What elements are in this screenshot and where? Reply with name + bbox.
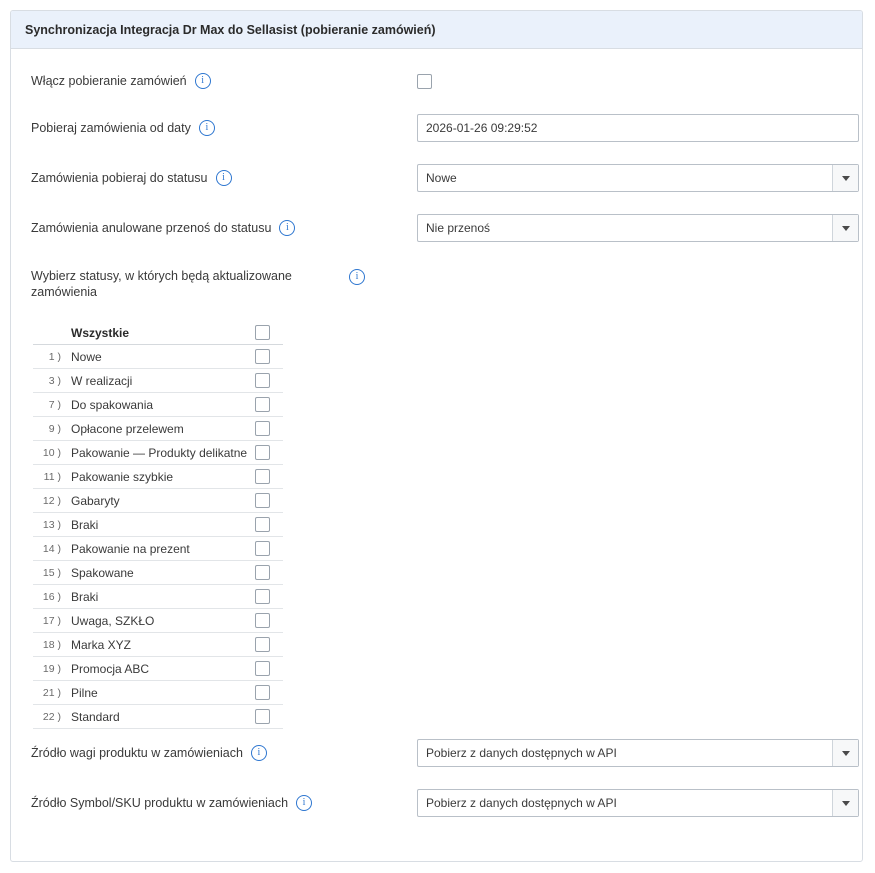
- status-checkbox[interactable]: [255, 445, 270, 460]
- field-weight-source: [417, 739, 862, 767]
- status-row[interactable]: [33, 681, 283, 705]
- status-index: 13 ): [42, 518, 61, 531]
- status-checkbox-cell: [255, 445, 283, 460]
- status-index: 11 ): [43, 470, 61, 483]
- enable-download-checkbox[interactable]: [417, 74, 432, 89]
- status-name: Braki: [71, 589, 99, 604]
- statuses-table: [33, 321, 283, 729]
- download-from-date-input[interactable]: [417, 114, 859, 142]
- status-checkbox[interactable]: [255, 637, 270, 652]
- panel-body: [11, 67, 862, 817]
- label-enable-download-text: Włącz pobieranie zamówień: [31, 74, 187, 88]
- status-index: 16 ): [42, 590, 61, 603]
- status-checkbox[interactable]: [255, 469, 270, 484]
- statuses-table-container: [11, 321, 862, 733]
- status-checkbox[interactable]: [255, 709, 270, 724]
- label-cancelled-to-status: [31, 214, 417, 242]
- status-checkbox-cell: [255, 589, 283, 604]
- status-row[interactable]: [33, 417, 283, 441]
- status-all-checkbox[interactable]: [255, 325, 270, 340]
- label-statuses-picker: [31, 268, 417, 300]
- info-icon[interactable]: i: [199, 120, 215, 136]
- status-checkbox-cell: [255, 565, 283, 580]
- status-checkbox[interactable]: [255, 589, 270, 604]
- status-name: Pakowanie — Produkty delikatne: [71, 445, 248, 460]
- label-statuses-picker-text: Wybierz statusy, w których będą aktualizowane zamówienia: [31, 269, 292, 299]
- chevron-down-icon[interactable]: [832, 790, 858, 816]
- chevron-down-icon[interactable]: [832, 215, 858, 241]
- status-index: 19 ): [42, 662, 61, 675]
- download-to-status-select[interactable]: [417, 164, 859, 192]
- status-checkbox[interactable]: [255, 541, 270, 556]
- row-cancelled-to-status: [11, 214, 862, 242]
- status-index: 15 ): [42, 566, 61, 579]
- status-row[interactable]: [33, 393, 283, 417]
- info-icon[interactable]: i: [251, 745, 267, 761]
- status-index: 3 ): [48, 374, 61, 387]
- status-row[interactable]: [33, 657, 283, 681]
- status-checkbox[interactable]: [255, 493, 270, 508]
- weight-source-value: Pobierz z danych dostępnych w API: [426, 746, 617, 760]
- status-checkbox-cell: [255, 661, 283, 676]
- status-name: Marka XYZ: [71, 637, 132, 652]
- status-row[interactable]: [33, 345, 283, 369]
- field-sku-source: [417, 789, 862, 817]
- status-row[interactable]: [33, 489, 283, 513]
- status-row[interactable]: [33, 369, 283, 393]
- label-weight-source: [31, 739, 417, 767]
- info-icon[interactable]: i: [296, 795, 312, 811]
- status-name: W realizacji: [71, 373, 133, 388]
- row-statuses-picker-label: [11, 268, 862, 300]
- status-checkbox[interactable]: [255, 397, 270, 412]
- chevron-down-icon[interactable]: [832, 740, 858, 766]
- info-icon[interactable]: i: [279, 220, 295, 236]
- status-checkbox-cell: [255, 349, 283, 364]
- row-download-from-date: [11, 114, 862, 142]
- status-checkbox[interactable]: [255, 421, 270, 436]
- label-sku-source-text: Źródło Symbol/SKU produktu w zamówieniach: [31, 796, 289, 810]
- label-enable-download: [31, 67, 417, 95]
- status-index: 17 ): [42, 614, 61, 627]
- status-index: 10 ): [42, 446, 61, 459]
- status-name: Nowe: [71, 349, 102, 364]
- status-row[interactable]: [33, 561, 283, 585]
- download-to-status-value: Nowe: [426, 171, 457, 185]
- status-checkbox-cell: [255, 493, 283, 508]
- status-name: Uwaga, SZKŁO: [71, 613, 155, 628]
- status-row[interactable]: [33, 465, 283, 489]
- label-download-from-date: [31, 114, 417, 142]
- status-checkbox-cell: [255, 613, 283, 628]
- status-checkbox[interactable]: [255, 685, 270, 700]
- status-checkbox-cell: [255, 541, 283, 556]
- chevron-down-icon[interactable]: [832, 165, 858, 191]
- status-index: 14 ): [42, 542, 61, 555]
- status-index: 22 ): [42, 710, 61, 723]
- status-checkbox[interactable]: [255, 613, 270, 628]
- info-icon[interactable]: i: [195, 73, 211, 89]
- row-weight-source: [11, 739, 862, 767]
- status-name: Pakowanie szybkie: [71, 469, 174, 484]
- status-name: Wszystkie: [71, 325, 130, 340]
- status-name: Spakowane: [71, 565, 134, 580]
- status-name: Gabaryty: [71, 493, 120, 508]
- panel-header: [11, 11, 862, 49]
- status-index: 12 ): [42, 494, 61, 507]
- row-download-to-status: [11, 164, 862, 192]
- status-checkbox[interactable]: [255, 565, 270, 580]
- field-download-from-date: [417, 114, 862, 142]
- status-checkbox-cell: [255, 325, 283, 340]
- label-download-to-status: [31, 164, 417, 192]
- status-row[interactable]: [33, 441, 283, 465]
- status-row[interactable]: [33, 705, 283, 729]
- status-name: Braki: [71, 517, 99, 532]
- status-checkbox[interactable]: [255, 349, 270, 364]
- status-checkbox-cell: [255, 373, 283, 388]
- status-index: 9 ): [48, 422, 61, 435]
- status-row[interactable]: [33, 609, 283, 633]
- sku-source-value: Pobierz z danych dostępnych w API: [426, 796, 617, 810]
- status-name: Opłacone przelewem: [71, 421, 184, 436]
- label-sku-source: [31, 789, 417, 817]
- status-index: 21 ): [42, 686, 61, 699]
- cancelled-to-status-value: Nie przenoś: [426, 221, 491, 235]
- field-download-to-status: [417, 164, 862, 192]
- status-name: Standard: [71, 709, 120, 724]
- status-index: 18 ): [42, 638, 61, 651]
- status-checkbox[interactable]: [255, 373, 270, 388]
- status-index: 1 ): [48, 350, 61, 363]
- status-name: Do spakowania: [71, 397, 154, 412]
- status-name: Pakowanie na prezent: [71, 541, 190, 556]
- status-row[interactable]: [33, 633, 283, 657]
- status-row-all[interactable]: [33, 321, 283, 345]
- status-row[interactable]: [33, 537, 283, 561]
- panel-title: Synchronizacja Integracja Dr Max do Sellasist (pobieranie zamówień): [25, 22, 436, 37]
- status-index: 7 ): [48, 398, 61, 411]
- label-download-from-date-text: Pobieraj zamówienia od daty: [31, 121, 191, 135]
- sku-source-select[interactable]: [417, 789, 859, 817]
- status-checkbox-cell: [255, 421, 283, 436]
- status-rows: [33, 345, 283, 729]
- info-icon[interactable]: i: [216, 170, 232, 186]
- sync-settings-panel: [10, 10, 863, 862]
- weight-source-select[interactable]: [417, 739, 859, 767]
- status-checkbox-cell: [255, 469, 283, 484]
- label-weight-source-text: Źródło wagi produktu w zamówieniach: [31, 746, 243, 760]
- status-checkbox-cell: [255, 685, 283, 700]
- label-cancelled-to-status-text: Zamówienia anulowane przenoś do statusu: [31, 221, 272, 235]
- status-checkbox-cell: [255, 517, 283, 532]
- status-name: Promocja ABC: [71, 661, 150, 676]
- status-checkbox-cell: [255, 709, 283, 724]
- status-row[interactable]: [33, 513, 283, 537]
- row-enable-download: [11, 67, 862, 95]
- info-icon[interactable]: i: [349, 269, 365, 285]
- field-enable-download: [417, 67, 862, 95]
- status-name: Pilne: [71, 685, 98, 700]
- row-sku-source: [11, 789, 862, 817]
- status-checkbox[interactable]: [255, 661, 270, 676]
- status-row[interactable]: [33, 585, 283, 609]
- field-cancelled-to-status: [417, 214, 862, 242]
- cancelled-to-status-select[interactable]: [417, 214, 859, 242]
- status-checkbox-cell: [255, 397, 283, 412]
- label-download-to-status-text: Zamówienia pobieraj do statusu: [31, 171, 208, 185]
- status-checkbox-cell: [255, 637, 283, 652]
- status-checkbox[interactable]: [255, 517, 270, 532]
